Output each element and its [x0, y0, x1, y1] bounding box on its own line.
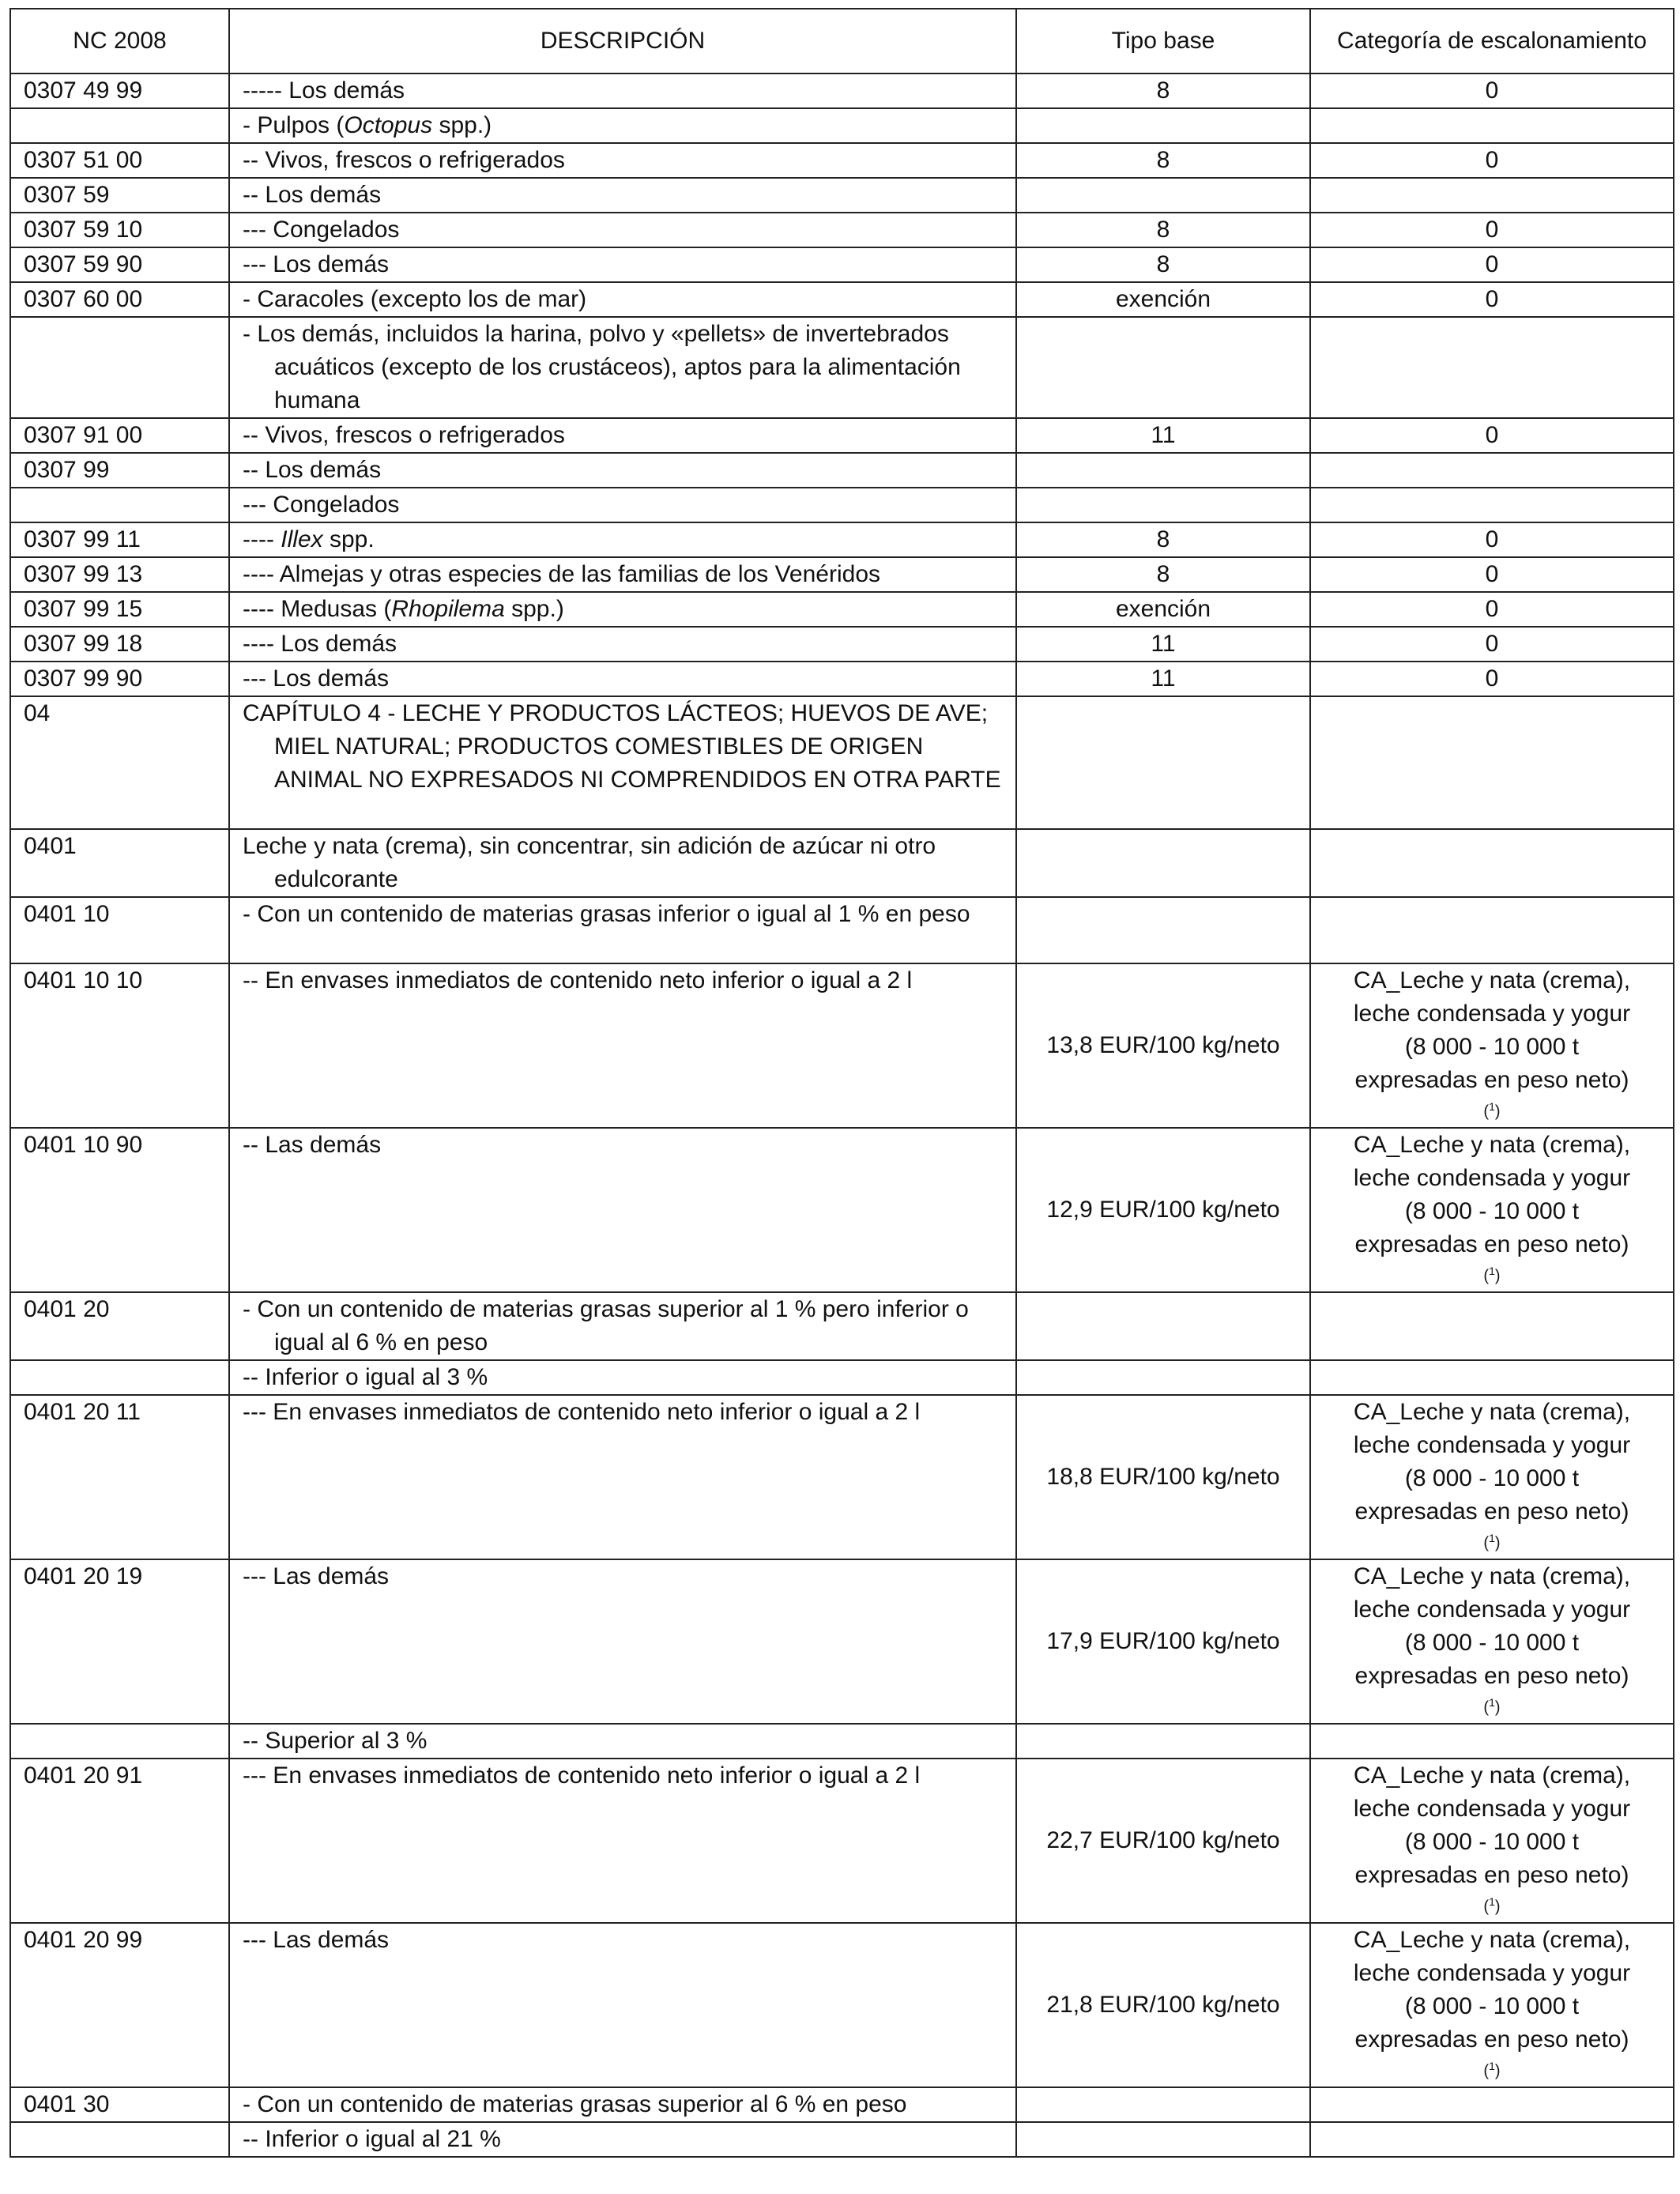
table-row	[10, 282, 1674, 317]
tipo-base: 11	[1016, 627, 1310, 662]
nc-code: 0307 59 10	[10, 213, 229, 247]
nc-code: 0307 99	[10, 453, 229, 488]
tipo-base	[1016, 488, 1310, 522]
categoria: 0	[1310, 213, 1674, 247]
tariff-quota-category	[1310, 1559, 1674, 1724]
table-row	[10, 317, 1674, 418]
header-tipo-base: Tipo base	[1016, 9, 1310, 74]
table-row	[10, 2122, 1674, 2157]
nc-code	[10, 317, 229, 418]
table-row	[10, 178, 1674, 213]
species-name: Rhopilema	[391, 596, 505, 622]
description: -- Superior al 3 %	[229, 1724, 1016, 1759]
tipo-base: exención	[1016, 592, 1310, 627]
categoria: 0	[1310, 522, 1674, 557]
categoria	[1310, 178, 1674, 213]
table-row	[10, 592, 1674, 627]
tipo-base	[1016, 2122, 1310, 2157]
nc-code: 0307 99 11	[10, 522, 229, 557]
tipo-base: 11	[1016, 418, 1310, 453]
table-row	[10, 488, 1674, 522]
ca-line: leche condensada y yogur	[1353, 1796, 1631, 1822]
description: --- Las demás	[229, 1923, 1016, 2087]
categoria: 0	[1310, 418, 1674, 453]
tariff-quota-category	[1310, 1923, 1674, 2087]
ca-line: (8 000 - 10 000 t	[1404, 1198, 1580, 1224]
tipo-base	[1016, 317, 1310, 418]
ca-line: expresadas en peso neto)	[1354, 1862, 1629, 1888]
nc-code: 0307 51 00	[10, 143, 229, 178]
table-row	[10, 108, 1674, 143]
description: -- En envases inmediatos de contenido neto inferior o igual a 2 l	[229, 963, 1016, 1128]
table-row	[10, 1128, 1674, 1292]
categoria	[1310, 317, 1674, 418]
description: -- Vivos, frescos o refrigerados	[229, 418, 1016, 453]
tipo-base: 11	[1016, 662, 1310, 696]
nc-code	[10, 2122, 229, 2157]
table-row	[10, 1923, 1674, 2087]
description: - Con un contenido de materias grasas superior al 1 % pero inferior o igual al 6 % en peso	[229, 1292, 1016, 1360]
categoria	[1310, 897, 1674, 963]
ca-line: CA_Leche y nata (crema),	[1353, 1563, 1631, 1589]
table-row	[10, 1395, 1674, 1559]
table-row	[10, 627, 1674, 662]
categoria: 0	[1310, 627, 1674, 662]
categoria	[1310, 2122, 1674, 2157]
ca-line: expresadas en peso neto)	[1354, 2026, 1629, 2053]
nc-code	[10, 1724, 229, 1759]
species-name: Illex	[281, 526, 323, 552]
tipo-base	[1016, 108, 1310, 143]
nc-code: 0401 20 19	[10, 1559, 229, 1724]
categoria: 0	[1310, 143, 1674, 178]
description: --- Los demás	[229, 247, 1016, 282]
table-row	[10, 1759, 1674, 1923]
ca-line: expresadas en peso neto)	[1354, 1231, 1629, 1257]
nc-code: 0401 20 91	[10, 1759, 229, 1923]
tipo-base	[1016, 453, 1310, 488]
categoria	[1310, 696, 1674, 829]
description-text: ----	[243, 526, 281, 552]
table-row	[10, 1724, 1674, 1759]
footnote-ref: ($^1$)	[1483, 1265, 1501, 1285]
categoria	[1310, 1292, 1674, 1360]
table-row	[10, 74, 1674, 108]
table-row	[10, 1360, 1674, 1395]
nc-code: 0401 20 99	[10, 1923, 229, 2087]
table-row	[10, 2087, 1674, 2122]
tipo-base: 18,8 EUR/100 kg/neto	[1016, 1395, 1310, 1559]
ca-line: expresadas en peso neto)	[1354, 1663, 1629, 1689]
header-categoria: Categoría de escalonamiento	[1310, 9, 1674, 74]
nc-code: 0401 10 10	[10, 963, 229, 1128]
description	[229, 108, 1016, 143]
categoria: 0	[1310, 282, 1674, 317]
ca-line: (8 000 - 10 000 t	[1404, 1829, 1580, 1855]
categoria	[1310, 108, 1674, 143]
nc-code: 0307 99 18	[10, 627, 229, 662]
tipo-base	[1016, 1360, 1310, 1395]
table-row	[10, 522, 1674, 557]
nc-code: 0307 49 99	[10, 74, 229, 108]
categoria: 0	[1310, 662, 1674, 696]
nc-code: 0307 59	[10, 178, 229, 213]
categoria	[1310, 2087, 1674, 2122]
description: - Los demás, incluidos la harina, polvo y «pellets» de invertebrados acuáticos (excepto de los crustáceos), aptos para la alimentación humana	[229, 317, 1016, 418]
nc-code: 0401 10 90	[10, 1128, 229, 1292]
ca-line: leche condensada y yogur	[1353, 1432, 1631, 1458]
table-row	[10, 557, 1674, 592]
tipo-base	[1016, 178, 1310, 213]
footnote-ref: ($^1$)	[1483, 1532, 1501, 1552]
categoria	[1310, 1360, 1674, 1395]
tariff-quota-category	[1310, 1759, 1674, 1923]
nc-code: 0307 99 13	[10, 557, 229, 592]
ca-line: CA_Leche y nata (crema),	[1353, 1399, 1631, 1425]
description: ----- Los demás	[229, 74, 1016, 108]
description: --- Las demás	[229, 1559, 1016, 1724]
ca-line: expresadas en peso neto)	[1354, 1067, 1629, 1093]
description: -- Los demás	[229, 453, 1016, 488]
table-row	[10, 213, 1674, 247]
table-row	[10, 897, 1674, 963]
table-row	[10, 1559, 1674, 1724]
species-name: Octopus	[344, 112, 433, 138]
nc-code	[10, 488, 229, 522]
categoria: 0	[1310, 592, 1674, 627]
tipo-base	[1016, 1724, 1310, 1759]
header-descripcion: DESCRIPCIÓN	[229, 9, 1016, 74]
tipo-base: 8	[1016, 522, 1310, 557]
description: -- Vivos, frescos o refrigerados	[229, 143, 1016, 178]
nc-code	[10, 1360, 229, 1395]
nc-code: 0307 59 90	[10, 247, 229, 282]
ca-line: (8 000 - 10 000 t	[1404, 1630, 1580, 1656]
description: - Con un contenido de materias grasas superior al 6 % en peso	[229, 2087, 1016, 2122]
tipo-base: 8	[1016, 247, 1310, 282]
footnote-ref: ($^1$)	[1483, 1100, 1501, 1121]
tariff-quota-category	[1310, 963, 1674, 1128]
description	[229, 592, 1016, 627]
ca-line: leche condensada y yogur	[1353, 1596, 1631, 1623]
tipo-base	[1016, 696, 1310, 829]
tipo-base: 8	[1016, 74, 1310, 108]
ca-line: CA_Leche y nata (crema),	[1353, 1762, 1631, 1789]
footnote-ref: ($^1$)	[1483, 1696, 1501, 1717]
description: - Con un contenido de materias grasas inferior o igual al 1 % en peso	[229, 897, 1016, 963]
description: --- Los demás	[229, 662, 1016, 696]
table-row	[10, 418, 1674, 453]
description: - Caracoles (excepto los de mar)	[229, 282, 1016, 317]
nc-code: 0401 20	[10, 1292, 229, 1360]
description-text: spp.	[322, 526, 375, 552]
description: ---- Los demás	[229, 627, 1016, 662]
categoria: 0	[1310, 557, 1674, 592]
ca-line: CA_Leche y nata (crema),	[1353, 1132, 1631, 1158]
nc-code: 0401	[10, 829, 229, 897]
header-nc: NC 2008	[10, 9, 229, 74]
nc-code: 04	[10, 696, 229, 829]
tariff-table	[9, 8, 1674, 2158]
description: --- En envases inmediatos de contenido neto inferior o igual a 2 l	[229, 1395, 1016, 1559]
ca-line: (8 000 - 10 000 t	[1404, 1993, 1580, 2019]
chapter-title: CAPÍTULO 4 - LECHE Y PRODUCTOS LÁCTEOS; HUEVOS DE AVE; MIEL NATURAL; PRODUCTOS COMESTIBLES DE ORIGEN ANIMAL NO EXPRESADOS NI COMPRENDIDOS EN OTRA PARTE	[229, 696, 1016, 829]
description-text: spp.)	[432, 112, 492, 138]
table-row	[10, 829, 1674, 897]
categoria	[1310, 829, 1674, 897]
categoria	[1310, 453, 1674, 488]
tipo-base	[1016, 2087, 1310, 2122]
tipo-base: exención	[1016, 282, 1310, 317]
ca-line: expresadas en peso neto)	[1354, 1498, 1629, 1525]
description: Leche y nata (crema), sin concentrar, sin adición de azúcar ni otro edulcorante	[229, 829, 1016, 897]
tipo-base: 13,8 EUR/100 kg/neto	[1016, 963, 1310, 1128]
table-row	[10, 247, 1674, 282]
tipo-base	[1016, 897, 1310, 963]
footnote-ref: ($^1$)	[1483, 1895, 1501, 1916]
description: --- Congelados	[229, 213, 1016, 247]
ca-line: CA_Leche y nata (crema),	[1353, 967, 1631, 993]
description-text: - Pulpos (	[243, 112, 345, 138]
footnote-ref: ($^1$)	[1483, 2060, 1501, 2080]
nc-code: 0401 20 11	[10, 1395, 229, 1559]
document-page	[9, 8, 1674, 2158]
description-text: spp.)	[504, 596, 564, 622]
table-row	[10, 662, 1674, 696]
table-row	[10, 143, 1674, 178]
ca-line: leche condensada y yogur	[1353, 1001, 1631, 1027]
tipo-base	[1016, 1292, 1310, 1360]
description: --- En envases inmediatos de contenido neto inferior o igual a 2 l	[229, 1759, 1016, 1923]
nc-code: 0307 91 00	[10, 418, 229, 453]
description: ---- Almejas y otras especies de las familias de los Venéridos	[229, 557, 1016, 592]
tipo-base: 12,9 EUR/100 kg/neto	[1016, 1128, 1310, 1292]
table-row	[10, 696, 1674, 829]
table-row	[10, 1292, 1674, 1360]
ca-line: leche condensada y yogur	[1353, 1960, 1631, 1986]
description: -- Los demás	[229, 178, 1016, 213]
nc-code: 0401 10	[10, 897, 229, 963]
categoria	[1310, 488, 1674, 522]
categoria: 0	[1310, 247, 1674, 282]
table-row	[10, 963, 1674, 1128]
description	[229, 522, 1016, 557]
tipo-base: 22,7 EUR/100 kg/neto	[1016, 1759, 1310, 1923]
tipo-base: 8	[1016, 557, 1310, 592]
header-row	[10, 9, 1674, 74]
ca-line: CA_Leche y nata (crema),	[1353, 1927, 1631, 1953]
tipo-base: 17,9 EUR/100 kg/neto	[1016, 1559, 1310, 1724]
nc-code: 0307 99 90	[10, 662, 229, 696]
tipo-base: 8	[1016, 213, 1310, 247]
tariff-quota-category	[1310, 1395, 1674, 1559]
nc-code	[10, 108, 229, 143]
description: -- Inferior o igual al 3 %	[229, 1360, 1016, 1395]
description-text: ---- Medusas (	[243, 596, 392, 622]
tipo-base: 21,8 EUR/100 kg/neto	[1016, 1923, 1310, 2087]
ca-line: (8 000 - 10 000 t	[1404, 1034, 1580, 1060]
categoria	[1310, 1724, 1674, 1759]
description: -- Inferior o igual al 21 %	[229, 2122, 1016, 2157]
categoria: 0	[1310, 74, 1674, 108]
ca-line: leche condensada y yogur	[1353, 1165, 1631, 1191]
description: --- Congelados	[229, 488, 1016, 522]
table-row	[10, 453, 1674, 488]
nc-code: 0307 60 00	[10, 282, 229, 317]
ca-line: (8 000 - 10 000 t	[1404, 1465, 1580, 1491]
tipo-base	[1016, 829, 1310, 897]
description: -- Las demás	[229, 1128, 1016, 1292]
nc-code: 0401 30	[10, 2087, 229, 2122]
tariff-quota-category	[1310, 1128, 1674, 1292]
tipo-base: 8	[1016, 143, 1310, 178]
nc-code: 0307 99 15	[10, 592, 229, 627]
